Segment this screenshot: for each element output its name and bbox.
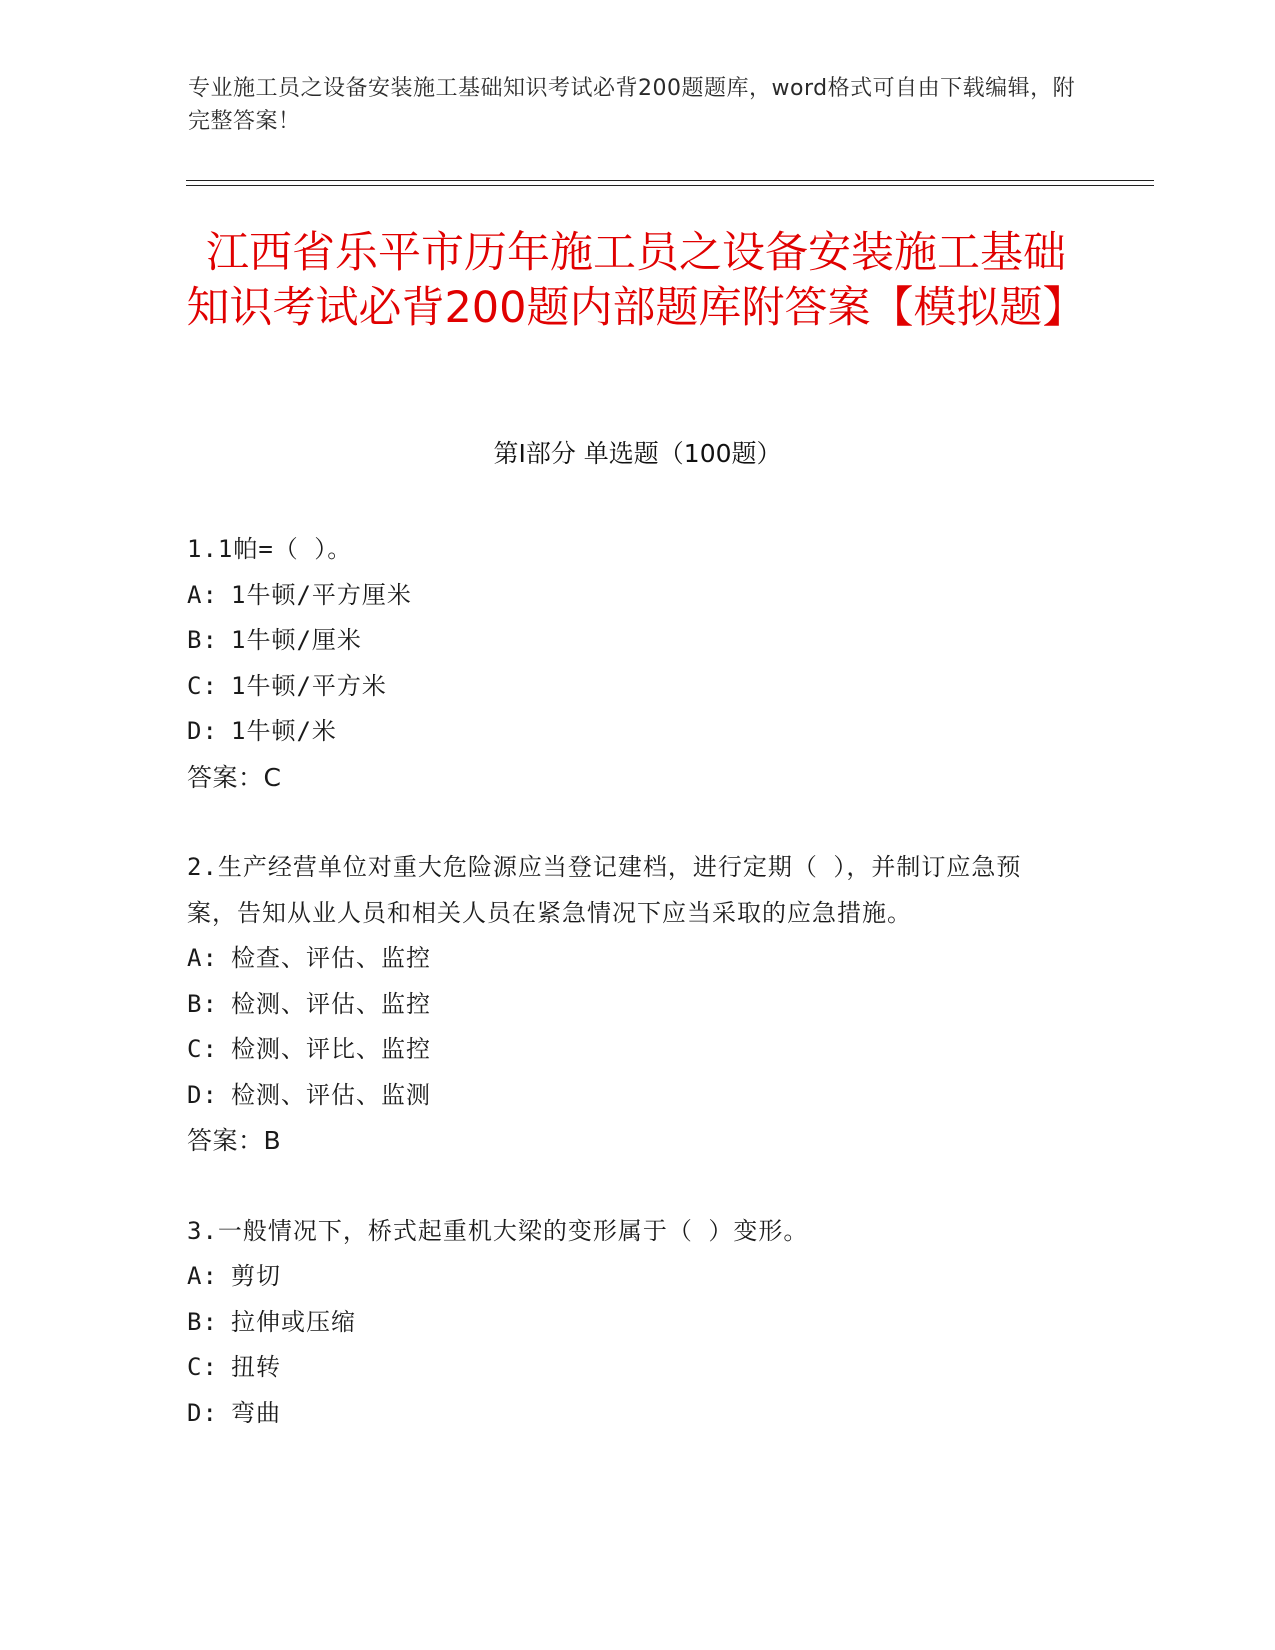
answer-line: 答案：B [187,1126,282,1155]
option-text: 检测、评估、监控 [231,989,431,1018]
option-text: 1牛顿/平方米 [231,671,387,700]
question-item [187,845,1067,1164]
question-stem: 2.生产经营单位对重大危险源应当登记建档，进行定期（ ），并制订应急预案，告知从业人员和相关人员在紧急情况下应当采取的应急措施。 [187,853,1022,927]
option-d [187,1391,1067,1437]
document-title: 江西省乐平市历年施工员之设备安装施工基础知识考试必背200题内部题库附答案【模拟题】 [186,228,1086,333]
option-b [187,1300,1067,1346]
answer-line: 答案：C [187,762,282,792]
option-text: 剪切 [231,1262,281,1290]
option-text: 1牛顿/米 [231,717,337,745]
question-stem: 3.一般情况下，桥式起重机大梁的变形属于（ ）变形。 [187,1216,809,1245]
question-item [187,1209,1067,1437]
option-letter: C: [187,1035,218,1063]
option-letter: D: [187,1080,218,1109]
option-letter: C: [187,671,218,700]
header-note: 专业施工员之设备安装施工基础知识考试必背200题题库，word格式可自由下载编辑，附完整答案！ [188,76,1076,134]
option-b [187,618,1067,664]
header-rule-top [186,180,1154,181]
question-list [187,527,1067,1481]
option-d [187,709,1067,755]
header-rule-bottom [186,185,1154,186]
option-a [187,1254,1067,1300]
option-text: 检测、评比、监控 [231,1035,431,1063]
option-text: 扭转 [231,1353,281,1381]
section-heading: 第Ⅰ部分 单选题（100题） [493,439,782,468]
option-letter: B: [187,989,218,1018]
option-letter: C: [187,1353,218,1381]
question-stem: 1.1帕=（ ）。 [187,535,353,563]
option-text: 拉伸或压缩 [231,1307,356,1336]
option-c [187,664,1067,710]
option-d [187,1073,1067,1119]
option-text: 1牛顿/厘米 [231,626,362,654]
option-a [187,573,1067,619]
option-c [187,1027,1067,1073]
question-item [187,527,1067,800]
option-a [187,936,1067,982]
option-letter: A: [187,1262,218,1290]
option-letter: D: [187,717,218,745]
option-letter: D: [187,1398,218,1427]
option-b [187,982,1067,1028]
option-letter: A: [187,580,218,609]
option-letter: A: [187,944,218,972]
option-c [187,1345,1067,1391]
option-text: 检查、评估、监控 [231,944,431,972]
option-text: 弯曲 [231,1398,281,1427]
option-letter: B: [187,1307,218,1336]
option-letter: B: [187,626,218,654]
option-text: 1牛顿/平方厘米 [231,580,412,609]
option-text: 检测、评估、监测 [231,1080,431,1109]
